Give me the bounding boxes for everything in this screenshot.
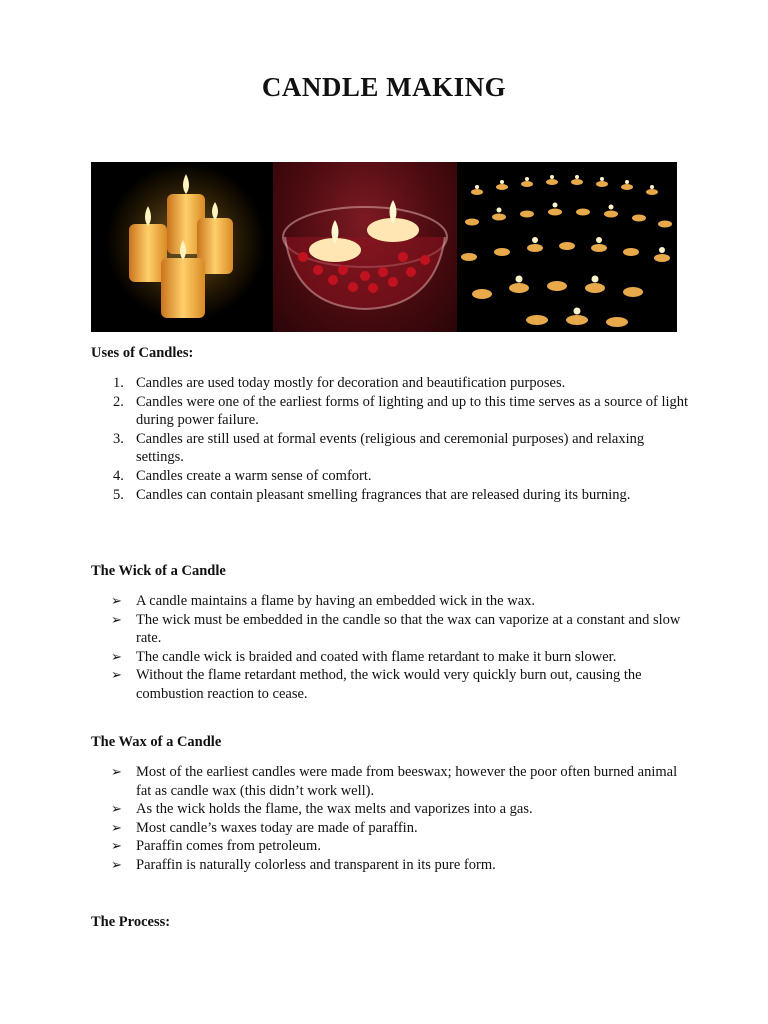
list-item: ➢ The candle wick is braided and coated with flame retardant to make it burn slower. [111, 648, 617, 665]
arrow-bullet-icon: ➢ [111, 611, 122, 627]
wick-heading: The Wick of a Candle [91, 563, 226, 579]
list-item: ➢ A candle maintains a flame by having an embedded wick in the wax. [111, 593, 536, 609]
list-item: 4. Candles create a warm sense of comfort. [113, 467, 372, 484]
list-item: 5. Candles can contain pleasant smelling fragrances that are released during its burning. [113, 486, 631, 503]
uses-list [91, 374, 691, 504]
arrow-bullet-icon: ➢ [111, 593, 122, 608]
arrow-bullet-icon: ➢ [111, 648, 122, 664]
page-title: CANDLE MAKING [261, 72, 507, 102]
tealight-candles-photo [457, 162, 677, 332]
wick-list [91, 592, 691, 704]
list-item: 2. Candles were one of the earliest forms of lighting and up to this time serves as a source of light during power failure. [113, 393, 689, 429]
list-item: 3. Candles are still used at formal events (religious and ceremonial purposes) and relaxing settings. [113, 430, 645, 466]
arrow-bullet-icon: ➢ [111, 667, 122, 683]
list-item: ➢ As the wick holds the flame, the wax melts and vaporizes into a gas. [111, 801, 533, 818]
list-item: ➢ The wick must be embedded in the candle so that the wax can vaporize at a constant and slow rate. [111, 611, 681, 647]
list-item: 1. Candles are used today mostly for decoration and beautification purposes. [113, 375, 566, 391]
arrow-bullet-icon: ➢ [111, 764, 122, 779]
arrow-bullet-icon: ➢ [111, 801, 122, 817]
arrow-bullet-icon: ➢ [111, 838, 122, 854]
list-item: ➢ Most of the earliest candles were made from beeswax; however the poor often burned animal fat as candle wax (this didn’t work well). [111, 764, 678, 799]
wax-list [91, 763, 691, 875]
list-item: ➢ Most candle’s waxes today are made of paraffin. [111, 819, 418, 836]
list-item: ➢ Paraffin is naturally colorless and transparent in its pure form. [111, 856, 496, 873]
pillar-candles-photo [91, 162, 273, 332]
floating-candles-photo [273, 162, 457, 332]
list-item: ➢ Without the flame retardant method, the wick would very quickly burn out, causing the combustion reaction to cease. [111, 667, 642, 702]
arrow-bullet-icon: ➢ [111, 856, 122, 872]
arrow-bullet-icon: ➢ [111, 819, 122, 835]
candle-photo-strip [91, 162, 677, 332]
uses-heading: Uses of Candles: [91, 345, 194, 361]
list-item: ➢ Paraffin comes from petroleum. [111, 838, 321, 855]
wax-heading: The Wax of a Candle [91, 734, 222, 750]
process-heading: The Process: [91, 914, 171, 930]
